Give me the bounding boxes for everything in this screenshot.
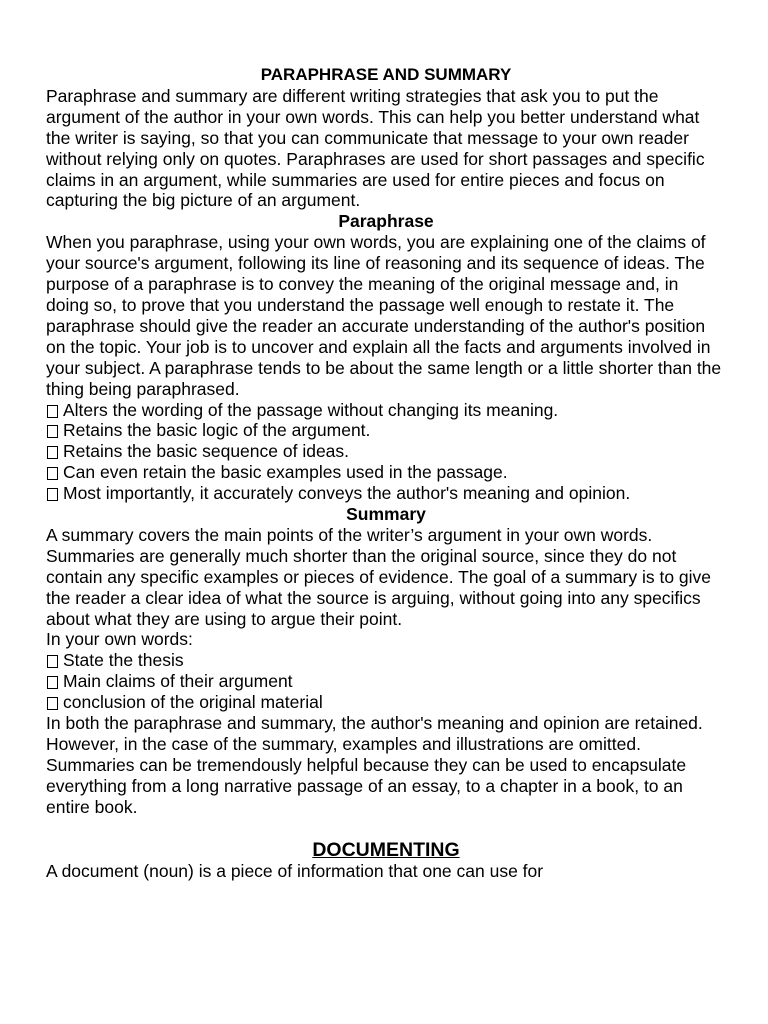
list-item-text: conclusion of the original material [63,692,323,713]
box-bullet-icon [47,425,58,438]
summary-closing-paragraph: In both the paraphrase and summary, the author's meaning and opinion are retained. However, in the case of the summary, examples and illustrations are omitted. Summaries can be tremendously helpful because they can be used to encapsulate everything from a long narrative passage of an essay, to a chapter in a book, to an entire book. [46,713,703,817]
summary-heading: Summary [346,504,426,525]
box-bullet-icon [47,405,58,418]
box-bullet-icon [47,488,58,501]
list-item-text: Can even retain the basic examples used in the passage. [63,462,508,483]
page-title: PARAPHRASE AND SUMMARY [260,65,512,84]
summary-lead: In your own words: [46,629,193,650]
list-item [46,483,726,504]
list-item [46,441,726,462]
summary-paragraph: A summary covers the main points of the writer’s argument in your own words. Summaries are generally much shorter than the original source, since they do not contain any specific examples or pieces of evidence. The goal of a summary is to give the reader a clear idea of what the source is arguing, without going into any specifics about what they are using to argue their point. [46,524,712,629]
box-bullet-icon [47,655,58,668]
list-item-text: Alters the wording of the passage without changing its meaning. [63,399,559,420]
list-item [46,420,726,441]
list-item-text: Most importantly, it accurately conveys the author's meaning and opinion. [63,483,631,504]
list-item-text: Retains the basic sequence of ideas. [63,441,350,462]
list-item-text: Retains the basic logic of the argument. [63,420,371,441]
box-bullet-icon [47,676,58,689]
paraphrase-paragraph: When you paraphrase, using your own words, you are explaining one of the claims of your source's argument, following its line of reasoning and its sequence of ideas. The purpose of a paraphrase is to convey the meaning of the original message and, in doing so, to prove that you understand the passage well enough to restate it. The paraphrase should give the reader an accurate understanding of the author's position on the topic. Your job is to uncover and explain all the facts and arguments involved in your subject. A paraphrase tends to be about the same length or a little shorter than the thing being paraphrased. [46,232,722,399]
box-bullet-icon [47,697,58,710]
documenting-heading: DOCUMENTING [312,838,460,861]
list-item [46,692,726,713]
paraphrase-heading: Paraphrase [338,211,434,232]
document-page [46,65,726,882]
summary-list [46,650,726,713]
intro-paragraph: Paraphrase and summary are different writing strategies that ask you to put the argument of the author in your own words. This can help you better understand what the writer is saying, so that you can communicate that message to your own reader without relying only on quotes. Paraphrases are used for short passages and specific claims in an argument, while summaries are used for entire pieces and focus on capturing the big picture of an argument. [46,85,705,211]
list-item [46,462,726,483]
documenting-paragraph: A document (noun) is a piece of information that one can use for [46,860,544,881]
list-item [46,400,726,421]
paraphrase-list [46,400,726,505]
box-bullet-icon [47,467,58,480]
list-item [46,671,726,692]
list-item-text: State the thesis [63,650,184,671]
list-item [46,650,726,671]
list-item-text: Main claims of their argument [63,671,293,692]
box-bullet-icon [47,446,58,459]
